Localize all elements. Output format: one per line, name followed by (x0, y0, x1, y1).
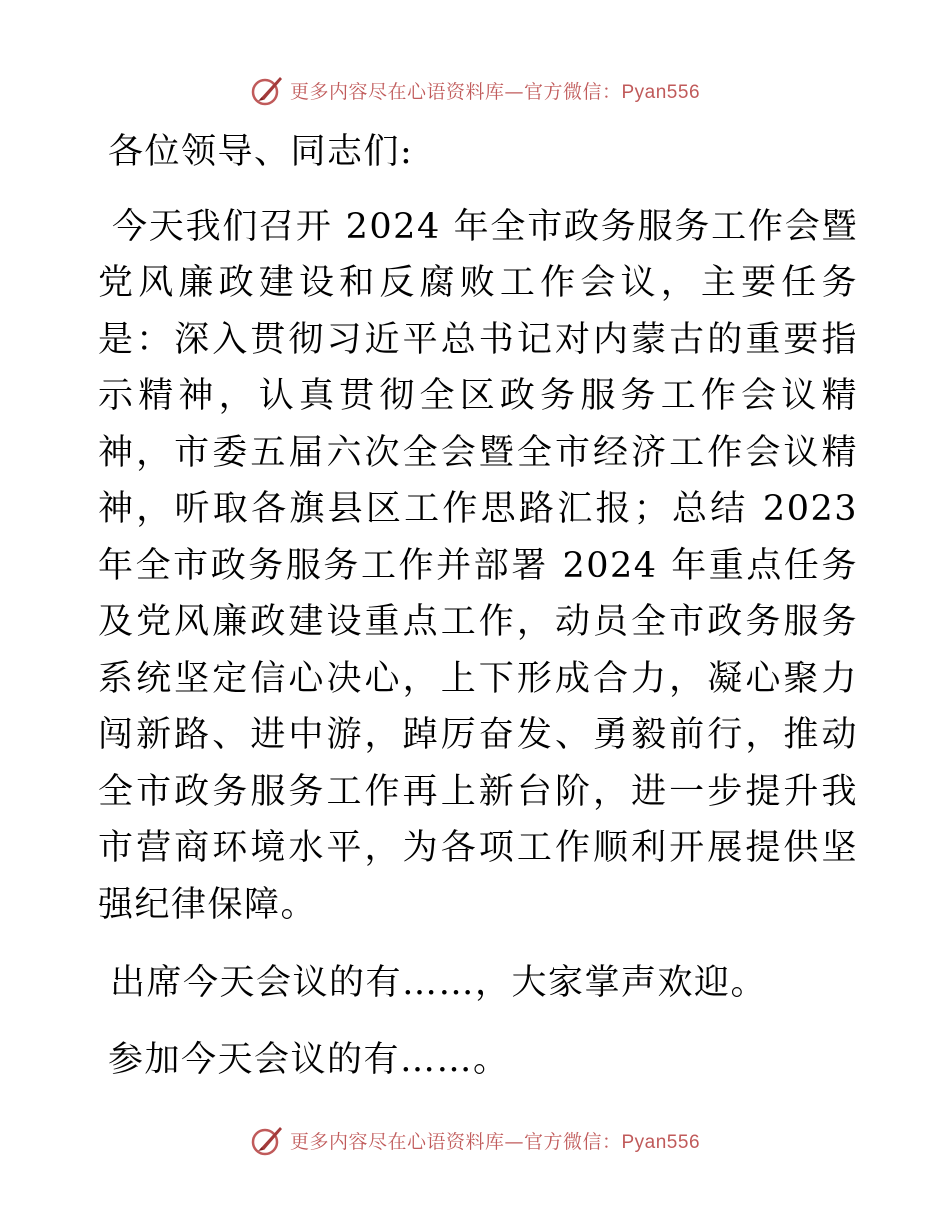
footer-watermark (0, 1120, 950, 1160)
header-watermark (0, 70, 950, 110)
paragraph-main: 今天我们召开 2024 年全市政务服务工作会暨党风廉政建设和反腐败工作会议，主要任务是：深入贯彻习近平总书记对内蒙古的重要指示精神，认真贯彻全区政务服务工作会议精神，市委五届六次全会暨全市经济工作会议精神，听取各旗县区工作思路汇报；总结 2023 年全市政务服务工作并部署 2024 年重点任务及党风廉政建设重点工作，动员全市政务服务系统坚定信心决心，上下形成合力，凝心聚力闯新路、进中游，踔厉奋发、勇毅前行，推动全市政务服务工作再上新台阶，进一步提升我市营商环境水平，为各项工作顺利开展提供坚强纪律保障。 (98, 206, 858, 925)
document-body (98, 124, 858, 1088)
watermark-wechat-id: Pyan556 (621, 81, 701, 103)
watermark-label: 更多内容尽在心语资料库—官方微信：Pyan556 (289, 80, 701, 103)
paragraph-participants: 参加今天会议的有……。 (108, 1039, 510, 1080)
watermark-label: 更多内容尽在心语资料库—官方微信：Pyan556 (289, 1130, 701, 1153)
watermark-wechat-id: Pyan556 (621, 1131, 701, 1153)
quill-logo-icon (250, 73, 284, 107)
paragraph-attendees: 出席今天会议的有……，大家掌声欢迎。 (110, 963, 768, 1003)
quill-logo-icon (250, 1123, 284, 1157)
greeting-line: 各位领导、同志们: (108, 132, 414, 172)
